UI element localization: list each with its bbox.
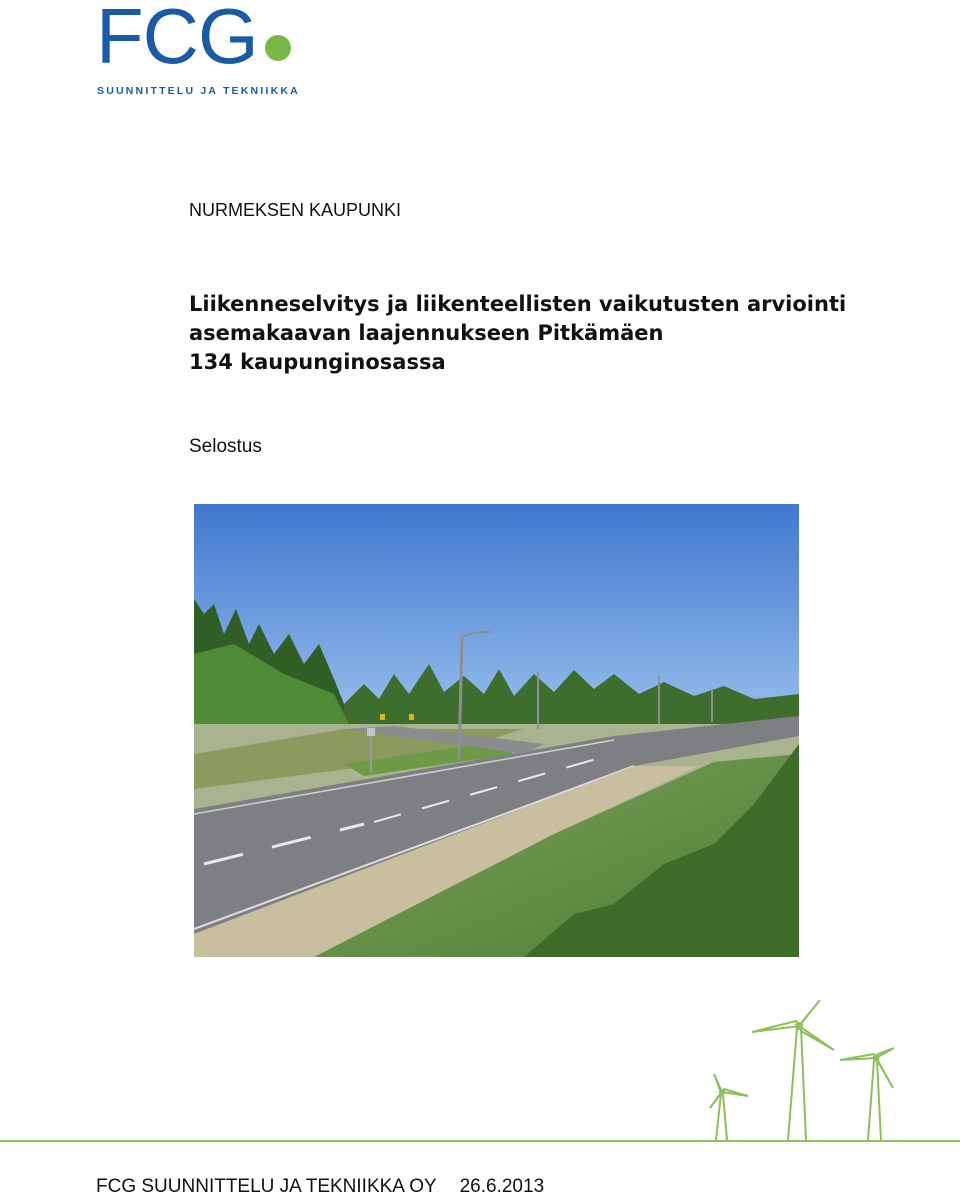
logo-tagline: SUUNNITTELU JA TEKNIIKKA (97, 85, 300, 97)
wind-turbines-icon (700, 990, 940, 1150)
footer-divider (0, 1140, 960, 1142)
logo-wordmark: FCG (96, 0, 258, 80)
title-line: 134 kaupunginosassa (189, 350, 446, 374)
document-type: Selostus (189, 436, 262, 457)
footer-date: 26.6.2013 (459, 1176, 545, 1197)
title-line: Liikenneselvitys ja liikenteellisten vaikutusten arviointi (189, 292, 847, 316)
road-intersection-photo (194, 504, 799, 957)
client-name: NURMEKSEN KAUPUNKI (189, 200, 402, 220)
title-line: asemakaavan laajennukseen Pitkämäen (189, 321, 664, 345)
footer (96, 1176, 544, 1198)
logo-dot (265, 35, 291, 61)
document-title (189, 290, 909, 377)
footer-company: FCG SUUNNITTELU JA TEKNIIKKA OY (96, 1176, 437, 1197)
